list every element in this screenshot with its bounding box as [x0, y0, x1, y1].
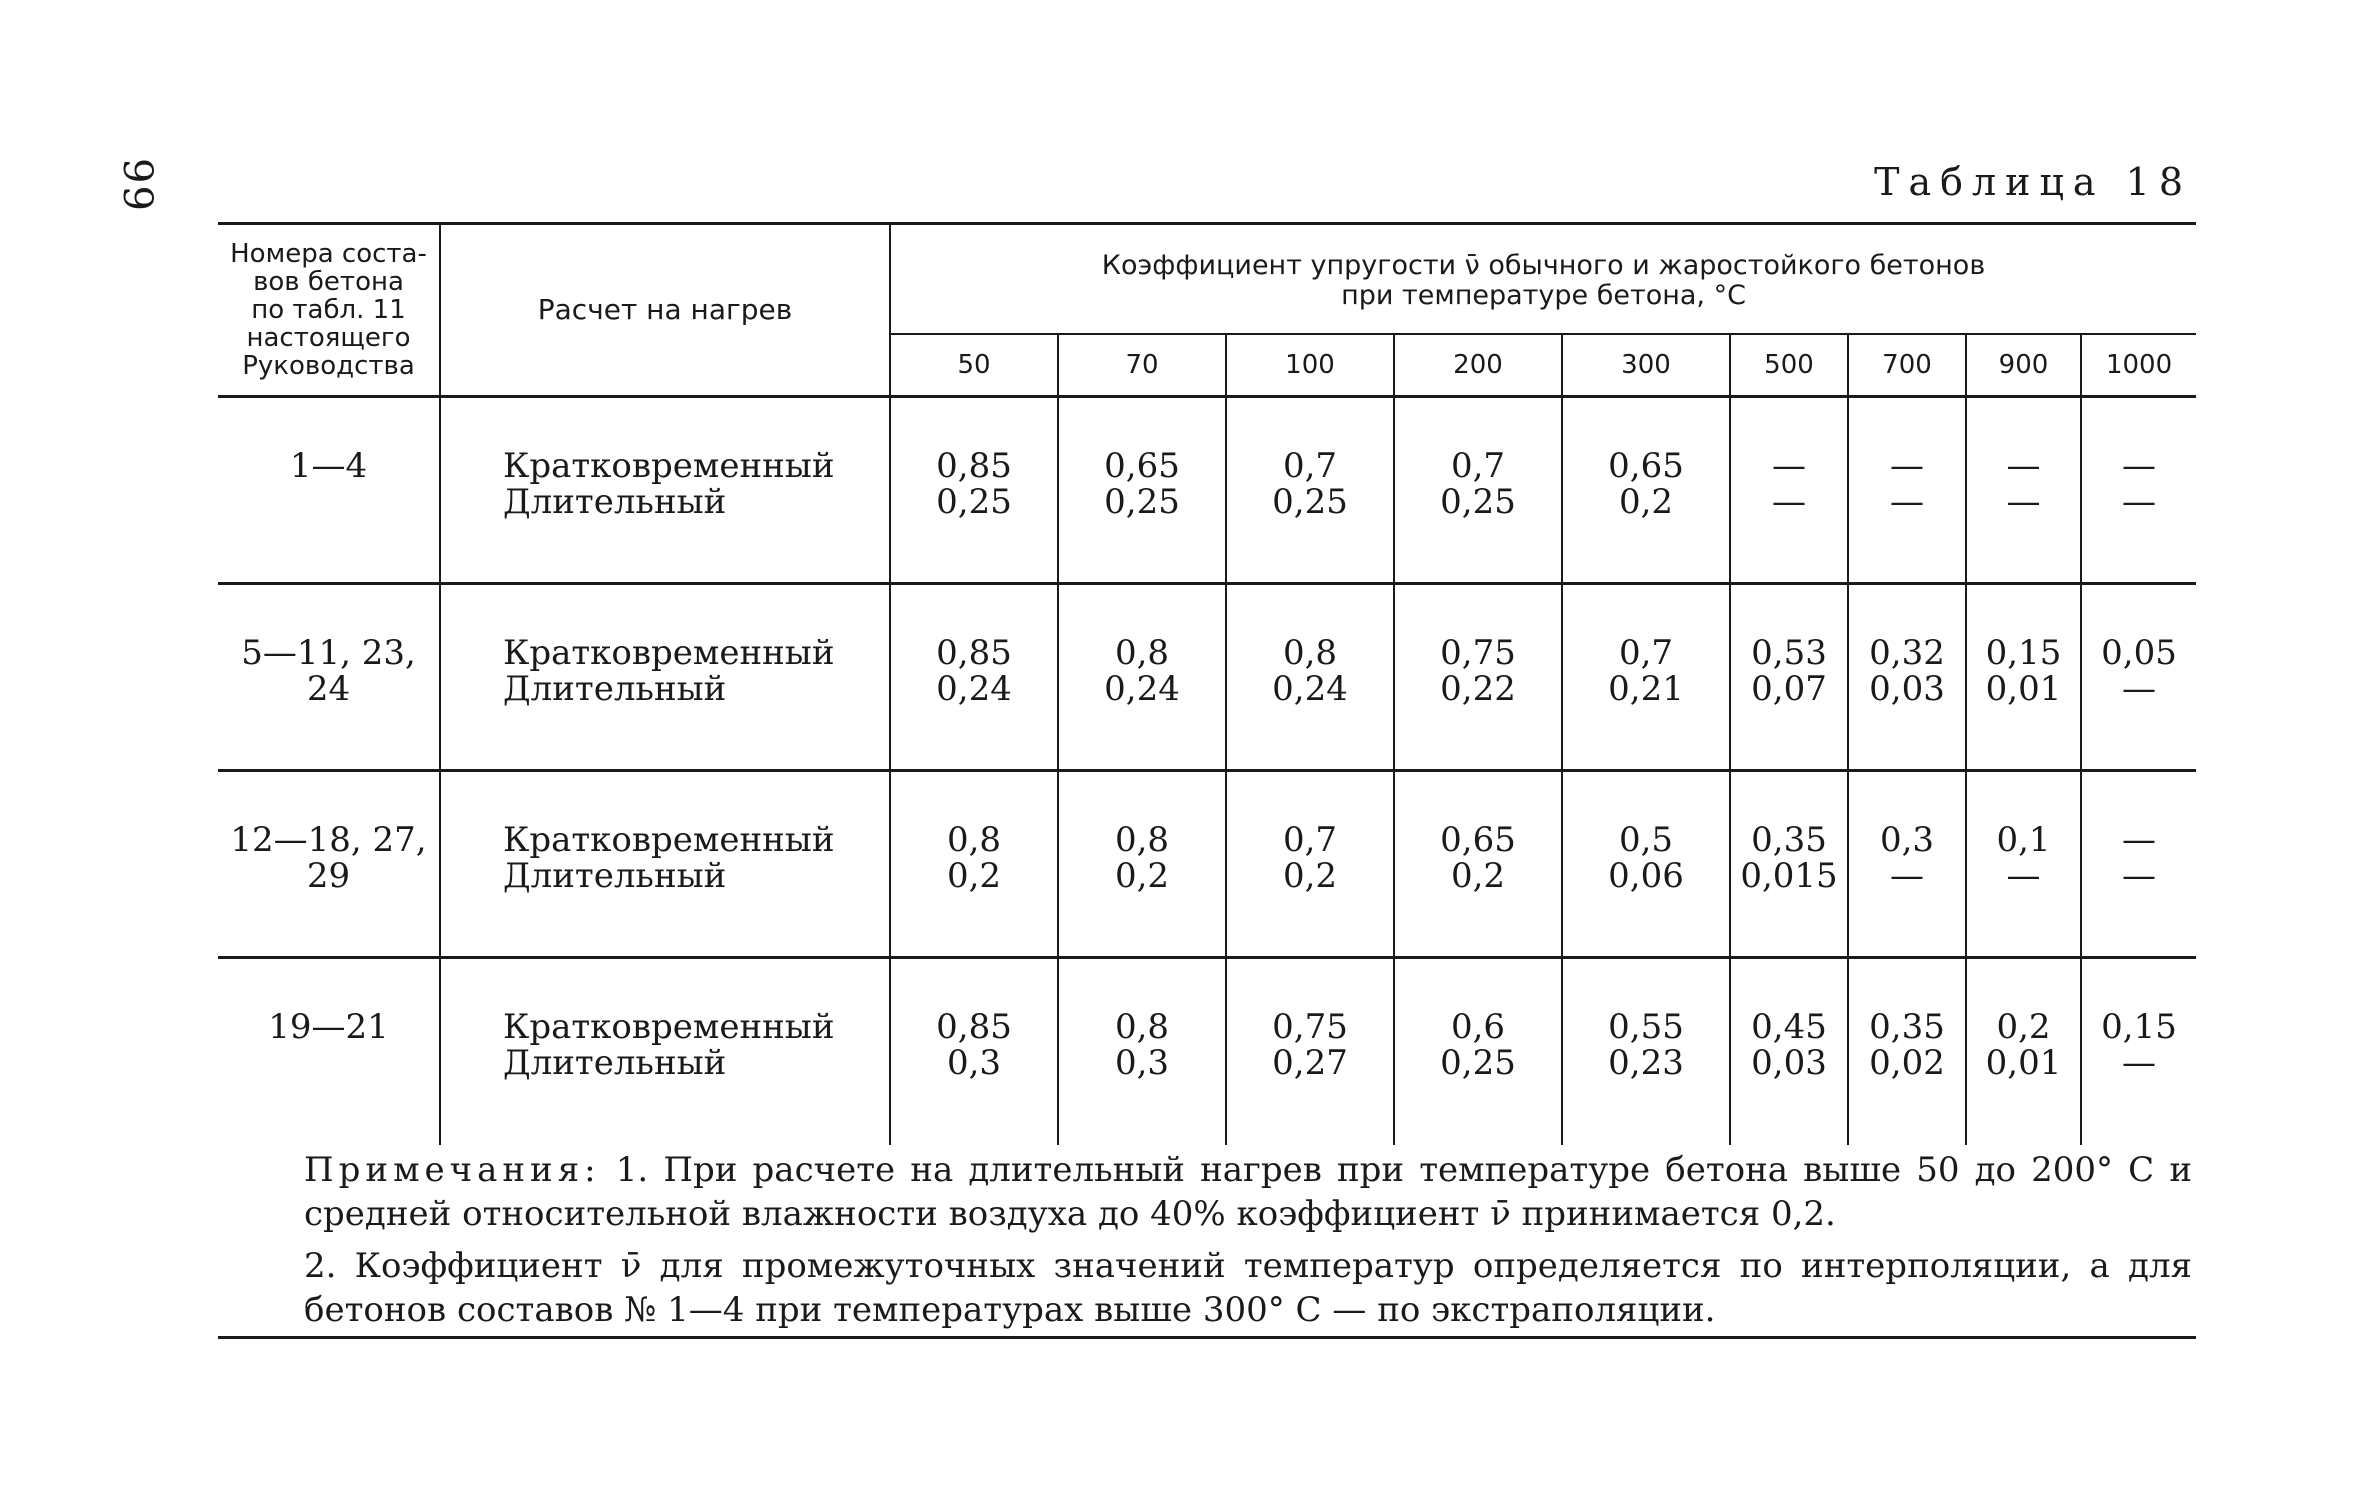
calc-long-term: Длительный — [503, 856, 727, 896]
value-short: 0,32 — [1869, 633, 1945, 673]
header-coefficient — [890, 224, 2196, 335]
value-short: — — [2006, 446, 2041, 486]
value-short: 0,8 — [946, 820, 1002, 860]
value-cell — [1966, 584, 2081, 771]
value-cell — [1226, 397, 1394, 584]
calc-short-term: Кратковременный — [503, 820, 835, 860]
value-long: — — [1890, 482, 1924, 522]
table-row — [218, 397, 2196, 584]
calc-long-term: Длительный — [503, 1043, 727, 1083]
value-short: — — [2122, 820, 2157, 860]
value-long: 0,06 — [1608, 856, 1684, 896]
composition-cell — [218, 584, 440, 771]
value-cell — [2081, 397, 2196, 584]
value-short: 0,8 — [1114, 820, 1170, 860]
value-short: 0,8 — [1114, 1007, 1170, 1047]
value-long: — — [2122, 482, 2157, 522]
header-composition — [218, 224, 440, 397]
value-cell — [1394, 397, 1562, 584]
value-cell — [1848, 397, 1966, 584]
value-short: — — [1890, 446, 1924, 486]
value-short: 0,15 — [1985, 633, 2062, 673]
value-short: — — [1772, 446, 1806, 486]
value-long: 0,25 — [1440, 1043, 1516, 1083]
value-short: 0,1 — [1996, 820, 2051, 860]
header-coefficient-line: Коэффициент упругости ν̄ обычного и жаростойкого бетонов — [1101, 250, 1986, 281]
calc-short-term: Кратковременный — [503, 1007, 835, 1047]
composition-line: 24 — [306, 669, 351, 709]
value-short: 0,65 — [1440, 820, 1516, 860]
elasticity-coefficient-table — [218, 222, 2196, 1145]
value-short: 0,85 — [936, 446, 1012, 486]
value-long: 0,03 — [1869, 669, 1945, 709]
bottom-rule — [218, 1336, 2196, 1339]
value-cell — [1730, 584, 1848, 771]
value-long: 0,01 — [1985, 669, 2062, 709]
header-temperature: 1000 — [2105, 350, 2173, 380]
value-short: 0,2 — [1996, 1007, 2051, 1047]
value-short: — — [2122, 446, 2157, 486]
header-temperature: 70 — [1058, 334, 1226, 397]
value-short: 0,7 — [1282, 820, 1338, 860]
value-long: 0,27 — [1272, 1043, 1348, 1083]
composition-line: 1—4 — [289, 446, 368, 486]
value-short: 0,35 — [1869, 1007, 1945, 1047]
note-2: 2. Коэффициент ν̄ для промежуточных значений температур определяется по интерполяции, а для бетонов составов № 1—4 при температурах выше 300° С — по экстраполяции. — [304, 1246, 2192, 1330]
calc-short-term: Кратковременный — [503, 633, 835, 673]
value-cell — [2081, 771, 2196, 958]
value-long: 0,07 — [1751, 669, 1827, 709]
table-caption: Таблица 18 — [1874, 160, 2192, 204]
note-1-text: 1. При расчете на длительный нагрев при температуре бетона выше 50 до 200° С и средней относительной влажности воздуха до 40% коэффициент ν̄ принимается 0,2. — [304, 1150, 2192, 1234]
value-short: 0,55 — [1608, 1007, 1684, 1047]
value-short: 0,53 — [1751, 633, 1827, 673]
header-composition-line: настоящего — [246, 323, 411, 353]
header-composition-line: по табл. 11 — [251, 295, 406, 325]
value-cell — [1562, 584, 1730, 771]
value-long: 0,2 — [1618, 482, 1674, 522]
calculation-cell — [440, 771, 890, 958]
value-cell — [1226, 584, 1394, 771]
value-short: 0,7 — [1282, 446, 1338, 486]
table-notes — [228, 1148, 2192, 1340]
table-row — [218, 584, 2196, 771]
value-long: 0,02 — [1869, 1043, 1945, 1083]
header-temperature: 200 — [1394, 334, 1562, 397]
composition-cell — [218, 958, 440, 1145]
value-cell — [1058, 584, 1226, 771]
value-long: — — [2006, 856, 2041, 896]
value-short: 0,85 — [936, 1007, 1012, 1047]
header-composition-line: Руководства — [242, 351, 415, 381]
value-short: 0,75 — [1272, 1007, 1348, 1047]
header-temperature: 500 — [1730, 334, 1848, 397]
value-cell — [1226, 771, 1394, 958]
calc-long-term: Длительный — [503, 669, 727, 709]
value-cell — [1848, 584, 1966, 771]
table-row — [218, 771, 2196, 958]
value-cell — [1730, 771, 1848, 958]
value-short: 0,65 — [1608, 446, 1684, 486]
value-cell — [1848, 958, 1966, 1145]
value-short: 0,35 — [1751, 820, 1827, 860]
value-long: 0,22 — [1440, 669, 1516, 709]
header-temperature: 900 — [1966, 334, 2081, 397]
value-short: 0,7 — [1450, 446, 1506, 486]
header-composition-line: Номера соста- — [230, 239, 427, 269]
value-long: 0,25 — [1440, 482, 1516, 522]
value-long: 0,25 — [1272, 482, 1348, 522]
value-long: — — [1890, 856, 1924, 896]
value-cell — [1848, 771, 1966, 958]
value-short: 0,05 — [2101, 633, 2177, 673]
value-short: 0,15 — [2101, 1007, 2177, 1047]
value-short: 0,3 — [1879, 820, 1935, 860]
header-temperature: 300 — [1562, 334, 1730, 397]
value-short: 0,8 — [1114, 633, 1170, 673]
value-long: — — [2122, 1043, 2157, 1083]
page-number: 99 — [114, 158, 160, 213]
value-cell — [1562, 397, 1730, 584]
value-long: 0,2 — [1282, 856, 1338, 896]
value-cell — [1562, 771, 1730, 958]
value-cell — [1394, 958, 1562, 1145]
value-cell — [1562, 958, 1730, 1145]
calculation-cell — [440, 584, 890, 771]
header-composition-line: вов бетона — [253, 267, 404, 297]
calc-short-term: Кратковременный — [503, 446, 835, 486]
value-short: 0,6 — [1450, 1007, 1506, 1047]
value-short: 0,85 — [936, 633, 1012, 673]
value-long: 0,2 — [946, 856, 1002, 896]
composition-cell — [218, 397, 440, 584]
value-short: 0,8 — [1282, 633, 1338, 673]
value-long: 0,015 — [1740, 856, 1838, 896]
header-temperature: 700 — [1848, 334, 1966, 397]
notes-lead: Примечания: — [304, 1150, 601, 1190]
value-long: 0,2 — [1114, 856, 1170, 896]
value-cell — [1394, 584, 1562, 771]
calc-long-term: Длительный — [503, 482, 727, 522]
value-long: 0,25 — [936, 482, 1012, 522]
value-long: 0,3 — [946, 1043, 1002, 1083]
value-long: 0,23 — [1608, 1043, 1684, 1083]
value-long: — — [2006, 482, 2041, 522]
composition-cell — [218, 771, 440, 958]
value-long: 0,24 — [1272, 669, 1348, 709]
value-cell — [1730, 397, 1848, 584]
value-long: 0,24 — [936, 669, 1012, 709]
value-cell — [1058, 958, 1226, 1145]
value-cell — [890, 584, 1058, 771]
value-cell — [1966, 771, 2081, 958]
header-coefficient-line: при температуре бетона, °С — [1341, 280, 1746, 311]
calculation-cell — [440, 397, 890, 584]
value-short: 0,45 — [1751, 1007, 1827, 1047]
value-cell — [1058, 771, 1226, 958]
table-row — [218, 958, 2196, 1145]
value-cell — [1058, 397, 1226, 584]
value-long: — — [2122, 669, 2157, 709]
value-long: 0,01 — [1985, 1043, 2062, 1083]
value-cell — [1226, 958, 1394, 1145]
value-short: 0,65 — [1104, 446, 1180, 486]
note-1 — [228, 1148, 2192, 1236]
value-cell — [1730, 958, 1848, 1145]
value-cell — [890, 958, 1058, 1145]
value-long: 0,03 — [1751, 1043, 1827, 1083]
value-cell — [890, 397, 1058, 584]
value-long: 0,25 — [1104, 482, 1180, 522]
calculation-cell — [440, 958, 890, 1145]
composition-line: 5—11, 23, — [241, 633, 416, 673]
value-short: 0,75 — [1440, 633, 1516, 673]
value-long: 0,3 — [1114, 1043, 1170, 1083]
value-cell — [890, 771, 1058, 958]
header-temperature: 100 — [1226, 334, 1394, 397]
composition-line: 12—18, 27, — [230, 820, 427, 860]
composition-line: 19—21 — [268, 1007, 389, 1047]
value-short: 0,5 — [1618, 820, 1674, 860]
value-short: 0,7 — [1618, 633, 1674, 673]
header-calculation: Расчет на нагрев — [440, 224, 890, 397]
value-cell — [2081, 584, 2196, 771]
value-long: 0,2 — [1450, 856, 1506, 896]
value-long: — — [2122, 856, 2157, 896]
value-cell — [1394, 771, 1562, 958]
value-long: 0,24 — [1104, 669, 1180, 709]
value-long: — — [1772, 482, 1806, 522]
value-cell — [1966, 397, 2081, 584]
value-long: 0,21 — [1608, 669, 1684, 709]
header-temperature: 50 — [890, 334, 1058, 397]
value-cell — [2081, 958, 2196, 1145]
value-cell — [1966, 958, 2081, 1145]
composition-line: 29 — [306, 856, 351, 896]
